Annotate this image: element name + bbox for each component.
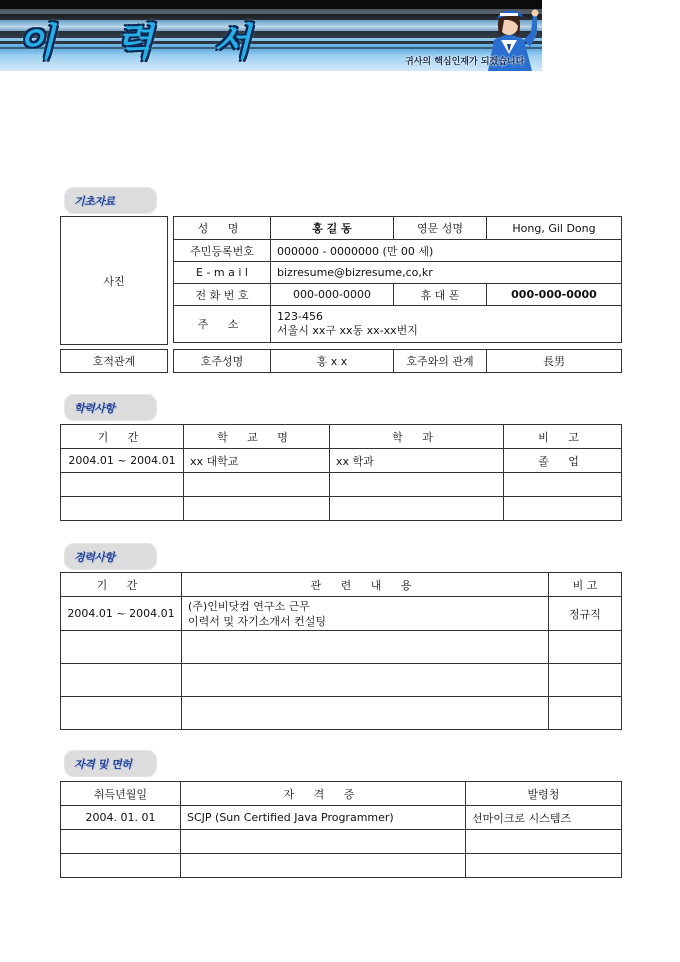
edu-school: [184, 473, 330, 497]
table-row: [61, 664, 622, 697]
basic-info-table: [173, 216, 622, 343]
family-table: [173, 349, 622, 373]
phone-label: 전 화 번 호: [174, 284, 271, 306]
license-header-issuer: 발령청: [466, 782, 622, 806]
career-header-note: 비 고: [549, 573, 622, 597]
edu-header-school: 학 교 명: [184, 425, 330, 449]
head-relation-value: 長男: [487, 350, 622, 373]
family-relation-label: 호적관계: [92, 355, 136, 368]
license-date: [61, 854, 181, 878]
edu-note: [504, 473, 622, 497]
edu-period: 2004.01 ~ 2004.01: [61, 449, 184, 473]
resident-number-value: 000000 - 0000000 (만 00 세): [271, 240, 622, 262]
section-header-license: [64, 750, 157, 777]
section-header-basic: [64, 187, 157, 214]
email-value: bizresume@bizresume,co,kr: [271, 262, 622, 284]
section-title: 학력사항: [74, 402, 115, 415]
license-issuer: [466, 830, 622, 854]
table-row: [61, 631, 622, 664]
table-row: [61, 597, 622, 631]
section-title: 기초자료: [74, 195, 115, 208]
table-row: [61, 497, 622, 521]
phone-value: 000-000-0000: [271, 284, 394, 306]
edu-header-major: 학 과: [330, 425, 504, 449]
edu-major: xx 학과: [330, 449, 504, 473]
address-line: 서울시 xx구 xx동 xx-xx번지: [277, 324, 418, 337]
career-header-period: 기 간: [61, 573, 182, 597]
section-title: 경력사항: [74, 551, 115, 564]
table-row: [61, 830, 622, 854]
name-label: 성 명: [174, 217, 271, 240]
english-name-value: Hong, Gil Dong: [487, 217, 622, 240]
section-title: 자격 및 면허: [74, 758, 132, 771]
edu-major: [330, 473, 504, 497]
edu-major: [330, 497, 504, 521]
edu-period: [61, 473, 184, 497]
edu-school: [184, 497, 330, 521]
career-note: 정규직: [549, 597, 622, 631]
license-name: [181, 830, 466, 854]
address-value: [271, 306, 622, 343]
table-row: [61, 449, 622, 473]
edu-note: [504, 497, 622, 521]
header-banner: [0, 0, 542, 71]
license-name: [181, 854, 466, 878]
mobile-value: 000-000-0000: [487, 284, 622, 306]
banner-slogan: 귀사의 핵심인재가 되겠습니다: [405, 57, 525, 67]
career-content-line: (주)인비닷컴 연구소 근무: [188, 599, 310, 613]
edu-header-period: 기 간: [61, 425, 184, 449]
head-relation-label: 호주와의 관계: [394, 350, 487, 373]
career-content: [182, 597, 549, 631]
address-label: 주 소: [174, 306, 271, 343]
document-title: 이 력 서: [18, 20, 275, 64]
license-table: [60, 781, 622, 878]
license-issuer: 선마이크로 시스템즈: [466, 806, 622, 830]
table-row: [61, 854, 622, 878]
table-row: [61, 697, 622, 730]
career-header-content: 관 련 내 용: [182, 573, 549, 597]
zip-code: 123-456: [277, 310, 323, 323]
career-content-line: 이력서 및 자기소개서 컨설팅: [188, 614, 327, 628]
license-header-name: 자 격 증: [181, 782, 466, 806]
table-row: [61, 806, 622, 830]
name-value: 홍 길 동: [271, 217, 394, 240]
email-label: E - m a i l: [174, 262, 271, 284]
head-name-label: 호주성명: [174, 350, 271, 373]
career-period: 2004.01 ~ 2004.01: [61, 597, 182, 631]
license-name: SCJP (Sun Certified Java Programmer): [181, 806, 466, 830]
edu-header-note: 비 고: [504, 425, 622, 449]
head-name-value: 홍 x x: [271, 350, 394, 373]
education-table: [60, 424, 622, 521]
section-header-education: [64, 394, 157, 421]
photo-label: 사진: [103, 274, 125, 288]
photo-box: [60, 216, 168, 345]
mobile-label: 휴 대 폰: [394, 284, 487, 306]
license-header-date: 취득년월일: [61, 782, 181, 806]
license-date: [61, 830, 181, 854]
english-name-label: 영문 성명: [394, 217, 487, 240]
career-table: [60, 572, 622, 730]
edu-note: 졸 업: [504, 449, 622, 473]
resident-number-label: 주민등록번호: [174, 240, 271, 262]
table-row: [61, 473, 622, 497]
edu-period: [61, 497, 184, 521]
edu-school: xx 대학교: [184, 449, 330, 473]
license-date: 2004. 01. 01: [61, 806, 181, 830]
section-header-career: [64, 543, 157, 570]
license-issuer: [466, 854, 622, 878]
family-relation-label-box: [60, 349, 168, 373]
